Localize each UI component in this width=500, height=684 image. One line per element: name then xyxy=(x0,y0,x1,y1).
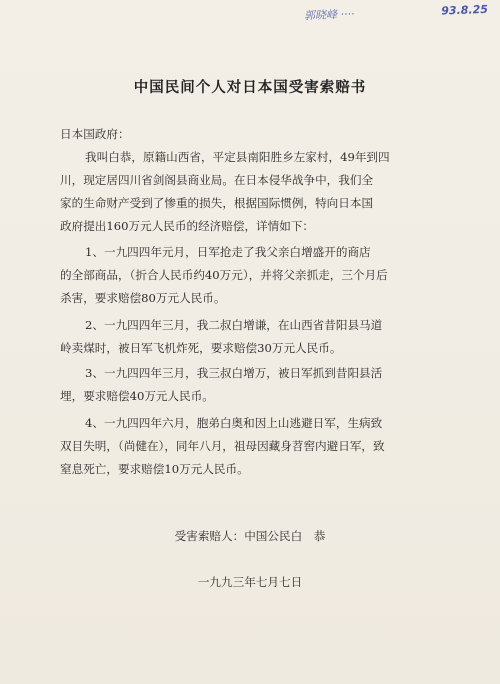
intro-line: 我叫白恭，原籍山西省，平定县南阳胜乡左家村，49年到四 xyxy=(85,150,390,164)
handwritten-annotation xyxy=(304,0,495,29)
intro-line: 政府提出160万元人民币的经济赔偿，详情如下： xyxy=(60,219,315,233)
claim-item-1-line: 杀害，要求赔偿80万元人民币。 xyxy=(60,291,226,305)
claimant-signature: 受害索赔人：中国公民白 恭 xyxy=(174,529,326,543)
intro-line: 川，现定居四川省剑阁县商业局。在日本侵华战争中，我们全 xyxy=(60,173,374,187)
intro-line: 家的生命财产受到了惨重的损失，根据国际惯例，特向日本国 xyxy=(60,196,374,210)
claim-item-1-line: 1、一九四四年元月，日军抢走了我父亲白增盛开的商店 xyxy=(85,245,371,259)
handwritten-note: 郭晓峰 ···· xyxy=(303,7,355,23)
claim-item-4-line: 4、一九四四年六月，胞弟白奥和因上山逃避日军，生病致 xyxy=(85,416,383,430)
claim-item-4-line: 双目失明，（尚健在），同年八月，祖母因藏身苕窖内避日军，致 xyxy=(60,439,385,453)
claim-item-2-line: 岭卖煤时，被日军飞机炸死，要求赔偿30万元人民币。 xyxy=(60,341,342,355)
document-date: 一九九三年七月七日 xyxy=(197,575,303,589)
document-title: 中国民间个人对日本国受害索赔书 xyxy=(133,80,367,96)
claim-item-3-line: 埋，要求赔偿40万元人民币。 xyxy=(60,389,214,403)
claim-item-3-line: 3、一九四四年三月，我三叔白增万，被日军抓到昔阳县活 xyxy=(85,366,383,380)
handwritten-date: 93.8.25 xyxy=(441,2,489,18)
claim-item-4-line: 窒息死亡，要求赔偿10万元人民币。 xyxy=(60,462,249,476)
salutation: 日本国政府： xyxy=(60,127,130,141)
claim-item-1-line: 的全部商品，（折合人民币约40万元），并将父亲抓走，三个月后 xyxy=(60,268,388,282)
claim-item-2-line: 2、一九四四年三月，我二叔白增谦，在山西省昔阳县马道 xyxy=(85,318,383,332)
